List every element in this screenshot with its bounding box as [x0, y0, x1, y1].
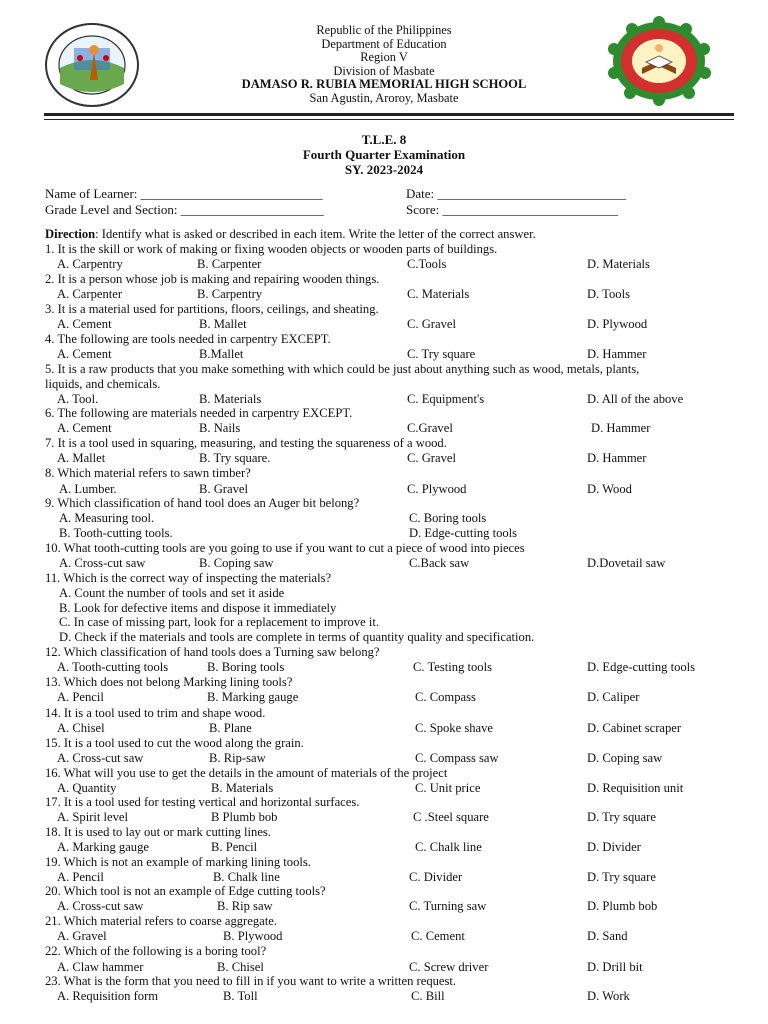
q14-choice-c: C. Spoke shave [415, 721, 494, 735]
question-3: 3. It is a material used for partitions, floors, ceilings, and sheating. [45, 302, 379, 316]
q21-choice-d: D. Sand [587, 929, 628, 943]
question-20: 20. Which tool is not an example of Edge cutting tools? [45, 884, 326, 898]
question-4: 4. The following are tools needed in carpentry EXCEPT. [45, 332, 331, 346]
exam-subject: T.L.E. 8 [361, 132, 407, 147]
q12-choice-c: C. Testing tools [413, 660, 493, 674]
q1-choice-a: A. Carpentry [57, 257, 123, 271]
question-12: 12. Which classification of hand tools does a Turning saw belong? [45, 645, 380, 659]
q15-choice-c: C. Compass saw [415, 751, 499, 765]
q3-choice-a: A. Cement [57, 317, 112, 331]
q1-choice-b: B. Carpenter [197, 257, 262, 271]
header-region: Region V [360, 50, 408, 65]
q6-choice-a: A. Cement [57, 421, 112, 435]
q1-choice-d: D. Materials [587, 257, 650, 271]
q9-choice-b: B. Tooth-cutting tools. [59, 526, 173, 540]
q9-choice-a: A. Measuring tool. [59, 511, 155, 525]
q10-choice-c: C.Back saw [409, 556, 470, 570]
q8-choice-a: A. Lumber. [59, 482, 117, 496]
q20-choice-b: B. Rip saw [217, 899, 273, 913]
q9-choice-c: C. Boring tools [409, 511, 487, 525]
q20-choice-d: D. Plumb bob [587, 899, 658, 913]
q3-choice-d: D. Plywood [587, 317, 648, 331]
q19-choice-b: B. Chalk line [213, 870, 280, 884]
q12-choice-d: D. Edge-cutting tools [587, 660, 696, 674]
q22-choice-d: D. Drill bit [587, 960, 643, 974]
question-5: 5. It is a raw products that you make something with which could be just about anything such as wood, metals, plants, [45, 362, 640, 376]
q5-choice-d: D. All of the above [587, 392, 684, 406]
q13-choice-d: D. Caliper [587, 690, 640, 704]
q18-choice-c: C. Chalk line [415, 840, 482, 854]
question-21: 21. Which material refers to coarse aggregate. [45, 914, 277, 928]
q13-choice-b: B. Marking gauge [207, 690, 299, 704]
q9-choice-d: D. Edge-cutting tools [409, 526, 518, 540]
exam-title: Fourth Quarter Examination [302, 147, 466, 162]
name-field[interactable]: Name of Learner: ____________________________ [45, 186, 323, 201]
q13-choice-a: A. Pencil [57, 690, 104, 704]
school-header [0, 24, 768, 106]
q8-choice-d: D. Wood [587, 482, 632, 496]
score-field[interactable]: Score: ___________________________ [406, 202, 618, 217]
q19-choice-d: D. Try square [587, 870, 656, 884]
q6-choice-c: C.Gravel [407, 421, 453, 435]
q16-choice-a: A. Quantity [57, 781, 117, 795]
q22-choice-a: A. Claw hammer [57, 960, 144, 974]
header-divider-thick [44, 113, 734, 116]
q20-choice-a: A. Cross-cut saw [57, 899, 144, 913]
q21-choice-c: C. Cement [411, 929, 465, 943]
q21-choice-b: B. Plywood [223, 929, 283, 943]
grade-section-field[interactable]: Grade Level and Section: ______________________ [45, 202, 324, 217]
q12-choice-a: A. Tooth-cutting tools [57, 660, 169, 674]
q23-choice-a: A. Requisition form [57, 989, 159, 1003]
q14-choice-a: A. Chisel [57, 721, 105, 735]
q6-choice-d: D. Hammer [591, 421, 651, 435]
q17-choice-d: D. Try square [587, 810, 656, 824]
exam-school-year: SY. 2023-2024 [344, 162, 424, 177]
q16-choice-b: B. Materials [211, 781, 274, 795]
question-14: 14. It is a tool used to trim and shape wood. [45, 706, 266, 720]
q19-choice-a: A. Pencil [57, 870, 104, 884]
q16-choice-c: C. Unit price [415, 781, 481, 795]
q3-choice-c: C. Gravel [407, 317, 456, 331]
q8-choice-b: B. Gravel [199, 482, 248, 496]
header-division: Division of Masbate [333, 63, 435, 78]
header-address: San Agustin, Aroroy, Masbate [309, 90, 459, 105]
q23-choice-d: D. Work [587, 989, 630, 1003]
q19-choice-c: C. Divider [409, 870, 463, 884]
q13-choice-c: C. Compass [415, 690, 476, 704]
q7-choice-a: A. Mallet [57, 451, 106, 465]
question-8: 8. Which material refers to sawn timber? [45, 466, 251, 480]
q15-choice-d: D. Coping saw [587, 751, 663, 765]
q4-choice-d: D. Hammer [587, 347, 647, 361]
q5-choice-a: A. Tool. [57, 392, 99, 406]
question-19: 19. Which is not an example of marking lining tools. [45, 855, 311, 869]
q15-choice-b: B. Rip-saw [209, 751, 266, 765]
question-9: 9. Which classification of hand tool does an Auger bit belong? [45, 496, 360, 510]
q23-choice-b: B. Toll [223, 989, 258, 1003]
q2-choice-d: D. Tools [587, 287, 630, 301]
q2-choice-c: C. Materials [407, 287, 470, 301]
q11-choice-b: B. Look for defective items and dispose it immediately [59, 601, 337, 615]
q10-choice-a: A. Cross-cut saw [59, 556, 146, 570]
q10-choice-d: D.Dovetail saw [587, 556, 666, 570]
question-15: 15. It is a tool used to cut the wood along the grain. [45, 736, 304, 750]
header-department: Department of Education [321, 36, 447, 51]
q12-choice-b: B. Boring tools [207, 660, 285, 674]
q14-choice-b: B. Plane [209, 721, 252, 735]
q7-choice-b: B. Try square. [199, 451, 271, 465]
q17-choice-b: B Plumb bob [211, 810, 278, 824]
q18-choice-d: D. Divider [587, 840, 641, 854]
q15-choice-a: A. Cross-cut saw [57, 751, 144, 765]
q10-choice-b: B. Coping saw [199, 556, 274, 570]
question-2: 2. It is a person whose job is making and repairing wooden things. [45, 272, 380, 286]
header-republic: Republic of the Philippines [316, 23, 452, 37]
q14-choice-d: D. Cabinet scraper [587, 721, 682, 735]
q11-choice-c: C. In case of missing part, look for a replacement to improve it. [59, 615, 380, 629]
q6-choice-b: B. Nails [199, 421, 241, 435]
question-1: 1. It is the skill or work of making or fixing wooden objects or wooden parts of buildings. [45, 242, 498, 256]
exam-title-block [0, 132, 768, 177]
question-11: 11. Which is the correct way of inspecting the materials? [45, 571, 332, 585]
q8-choice-c: C. Plywood [407, 482, 467, 496]
q2-choice-a: A. Carpenter [57, 287, 123, 301]
header-divider-thin [44, 119, 734, 120]
question-18: 18. It is used to lay out or mark cutting lines. [45, 825, 271, 839]
q5-choice-b: B. Materials [199, 392, 262, 406]
q17-choice-a: A. Spirit level [57, 810, 129, 824]
q16-choice-d: D. Requisition unit [587, 781, 684, 795]
q11-choice-a: A. Count the number of tools and set it aside [59, 586, 285, 600]
q3-choice-b: B. Mallet [199, 317, 247, 331]
q21-choice-a: A. Gravel [57, 929, 107, 943]
question-10: 10. What tooth-cutting tools are you going to use if you want to cut a piece of wood into pieces [45, 541, 525, 555]
question-23: 23. What is the form that you need to fill in if you want to write a written request. [45, 974, 457, 988]
header-school-name: DAMASO R. RUBIA MEMORIAL HIGH SCHOOL [241, 77, 527, 92]
q22-choice-c: C. Screw driver [409, 960, 489, 974]
question-7: 7. It is a tool used in squaring, measuring, and testing the squareness of a wood. [45, 436, 447, 450]
question-6: 6. The following are materials needed in carpentry EXCEPT. [45, 406, 353, 420]
q4-choice-c: C. Try square [407, 347, 476, 361]
q22-choice-b: B. Chisel [217, 960, 264, 974]
q11-choice-d: D. Check if the materials and tools are complete in terms of quantity quality and specification. [59, 630, 535, 644]
q1-choice-c: C.Tools [407, 257, 447, 271]
q18-choice-a: A. Marking gauge [57, 840, 149, 854]
question-5-continued: liquids, and chemicals. [45, 377, 161, 391]
question-13: 13. Which does not belong Marking lining tools? [45, 675, 293, 689]
q23-choice-c: C. Bill [411, 989, 445, 1003]
q5-choice-c: C. Equipment's [407, 392, 485, 406]
question-17: 17. It is a tool used for testing vertical and horizontal surfaces. [45, 795, 360, 809]
date-field[interactable]: Date: _____________________________ [406, 186, 626, 201]
question-22: 22. Which of the following is a boring tool? [45, 944, 267, 958]
q4-choice-a: A. Cement [57, 347, 112, 361]
q2-choice-b: B. Carpentry [197, 287, 263, 301]
q17-choice-c: C .Steel square [413, 810, 489, 824]
question-16: 16. What will you use to get the details in the amount of materials of the project [45, 766, 448, 780]
q18-choice-b: B. Pencil [211, 840, 258, 854]
q7-choice-d: D. Hammer [587, 451, 647, 465]
direction [45, 227, 536, 242]
q4-choice-b: B.Mallet [199, 347, 244, 361]
q7-choice-c: C. Gravel [407, 451, 456, 465]
direction-label: Direction [45, 227, 96, 241]
direction-text: : Identify what is asked or described in each item. Write the letter of the correct answer. [95, 227, 536, 241]
q20-choice-c: C. Turning saw [409, 899, 487, 913]
